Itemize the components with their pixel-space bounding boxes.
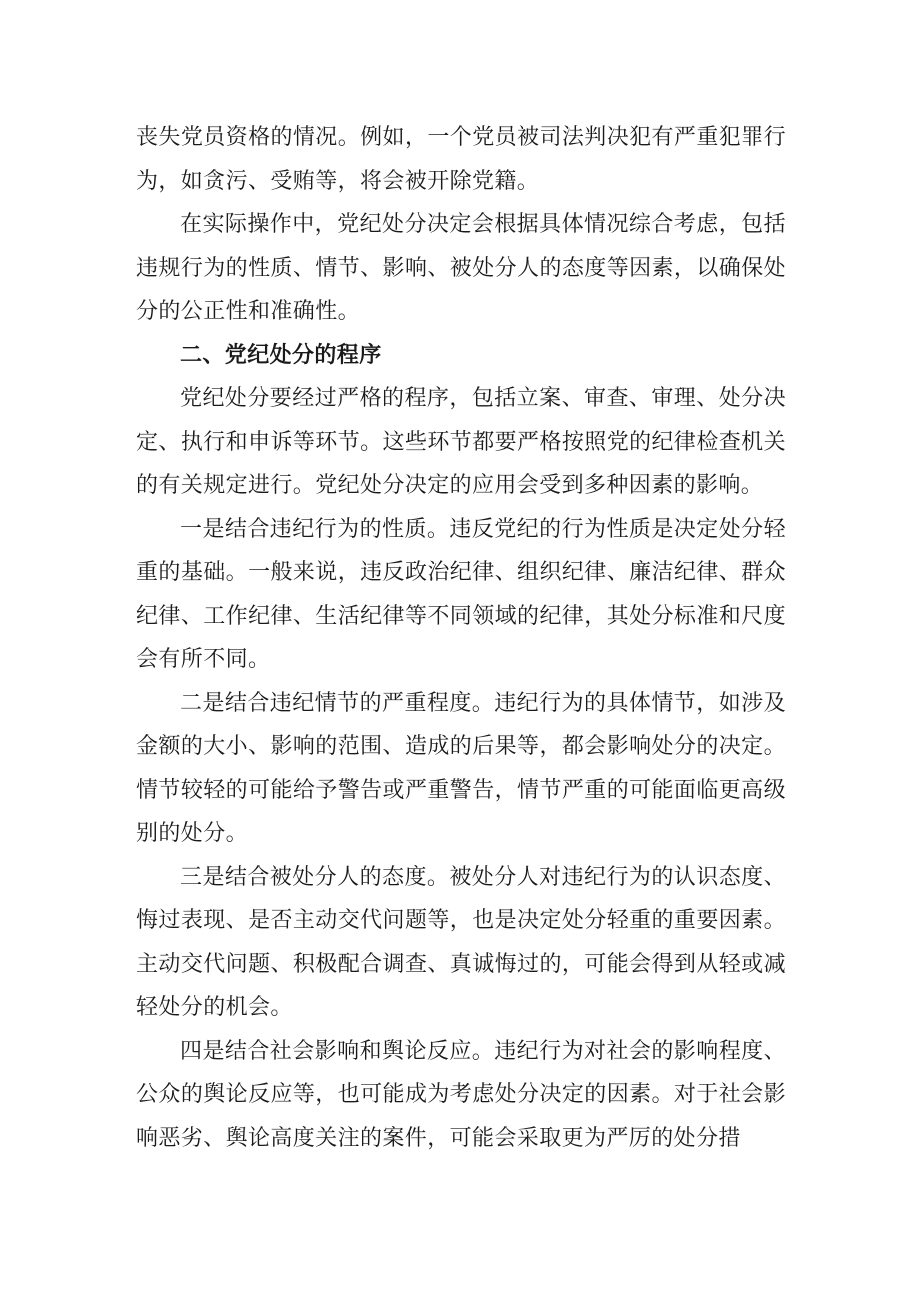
- paragraph-point-one: 一是结合违纪行为的性质。违反党纪的行为性质是决定处分轻重的基础。一般来说，违反政治纪律、组织纪律、廉洁纪律、群众纪律、工作纪律、生活纪律等不同领域的纪律，其处分标准和尺度会有所不同。: [136, 516, 786, 672]
- paragraph-point-two: 二是结合违纪情节的严重程度。违纪行为的具体情节，如涉及金额的大小、影响的范围、造成的后果等，都会影响处分的决定。情节较轻的可能给予警告或严重警告，情节严重的可能面临更高级别的处分。: [136, 690, 786, 846]
- paragraph-point-four: 四是结合社会影响和舆论反应。违纪行为对社会的影响程度、公众的舆论反应等，也可能成为考虑处分决定的因素。对于社会影响恶劣、舆论高度关注的案件，可能会采取更为严厉的处分措: [136, 1038, 786, 1151]
- document-body: [136, 116, 786, 1160]
- paragraph-procedure: 党纪处分要经过严格的程序，包括立案、审查、审理、处分决定、执行和申诉等环节。这些环节都要严格按照党的纪律检查机关的有关规定进行。党纪处分决定的应用会受到多种因素的影响。: [136, 386, 786, 498]
- paragraph-practice: 在实际操作中，党纪处分决定会根据具体情况综合考虑，包括违规行为的性质、情节、影响、被处分人的态度等因素，以确保处分的公正性和准确性。: [136, 212, 786, 324]
- section-heading-procedure: 二、党纪处分的程序: [180, 342, 382, 368]
- paragraph-continuation: 丧失党员资格的情况。例如，一个党员被司法判决犯有严重犯罪行为，如贪污、受贿等，将会被开除党籍。: [136, 125, 786, 194]
- paragraph-point-three: 三是结合被处分人的态度。被处分人对违纪行为的认识态度、悔过表现、是否主动交代问题等，也是决定处分轻重的重要因素。主动交代问题、积极配合调查、真诚悔过的，可能会得到从轻或减轻处分的机会。: [136, 864, 786, 1020]
